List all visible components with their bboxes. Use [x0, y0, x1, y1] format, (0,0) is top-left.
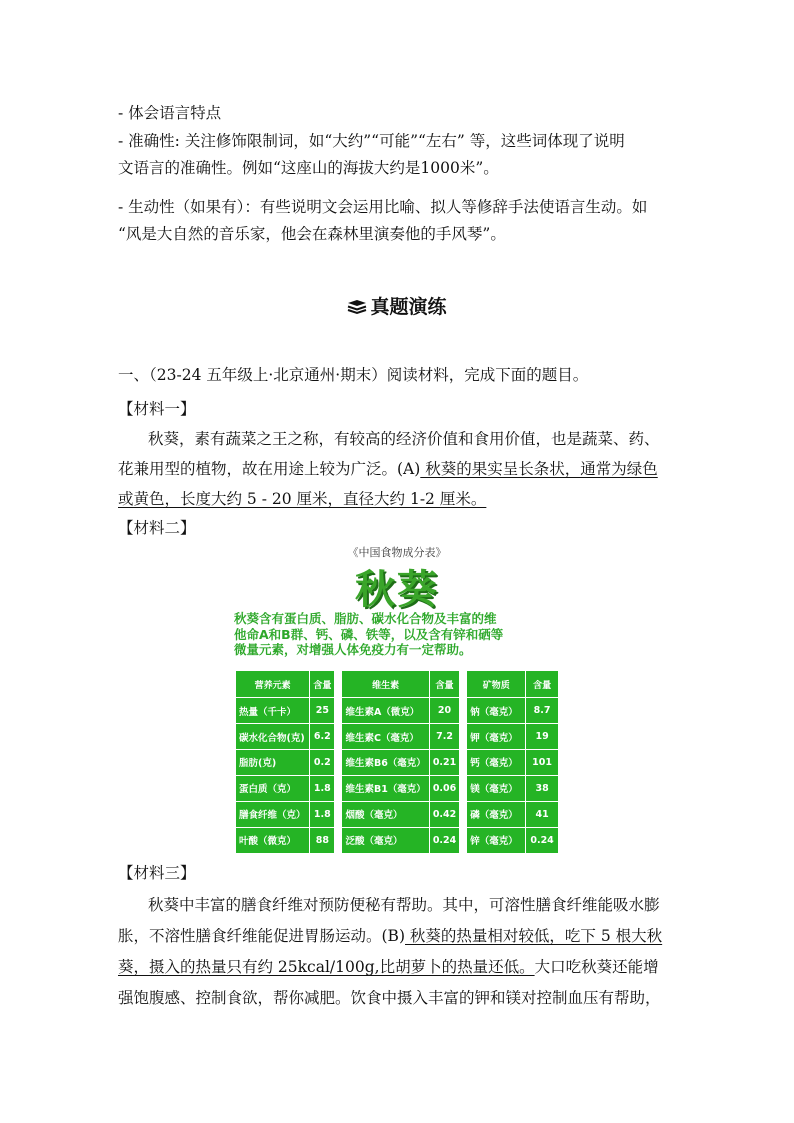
material3-line-3-text: 大口吃秋葵还能增: [534, 958, 659, 976]
table-cell: 脂肪(克): [236, 750, 309, 775]
intro-line-2: - 准确性: 关注修饰限制词，如“大约”“可能”“左右” 等，这些词体现了说明: [118, 132, 625, 150]
table-cell: 烟酸（毫克）: [342, 802, 428, 827]
material1-line-3: [118, 488, 486, 510]
table-cell: 钠（毫克）: [467, 698, 525, 723]
intro-line-3: 文语言的准确性。例如“这座山的海拔大约是1000米”。: [118, 159, 499, 177]
section-title-text: 真题演练: [370, 296, 447, 318]
material3-line-1: 秋葵中丰富的膳食纤维对预防便秘有帮助。其中，可溶性膳食纤维能吸水膨: [148, 896, 660, 914]
table-row: [342, 698, 459, 723]
table-cell: 88: [310, 828, 334, 853]
table-row: [236, 698, 334, 723]
table-row: [236, 750, 334, 775]
table-header-row: [236, 671, 334, 697]
infographic-description: [234, 611, 560, 658]
table-header-row: [342, 671, 459, 697]
material1-line-2-text: 花兼用型的植物，故在用途上较为广泛。(A): [118, 460, 421, 478]
infographic-desc-line: 他命A和B群、钙、磷、铁等，以及含有锌和硒等: [234, 626, 504, 642]
table-cell: 碳水化合物(克): [236, 724, 309, 749]
table-header: 含量: [526, 671, 558, 697]
table-cell: 7.2: [430, 724, 459, 749]
infographic-desc-line: 秋葵含有蛋白质、脂肪、碳水化合物及丰富的维: [234, 611, 497, 626]
infographic-source: 《中国食物成分表》: [347, 546, 447, 559]
table-cell: 镁（毫克）: [467, 776, 525, 801]
nutrition-tables: [235, 670, 559, 854]
underlined-sentence-a-cont: 或黄色，长度大约 5 - 20 厘米，直径大约 1-2 厘米。: [118, 490, 487, 508]
table-cell: 38: [526, 776, 558, 801]
table-row: [467, 750, 558, 775]
intro-line-1: - 体会语言特点: [118, 104, 222, 122]
books-icon: [347, 299, 367, 315]
table-cell: 钾（毫克）: [467, 724, 525, 749]
infographic-desc-line: 微量元素，对增强人体免疫力有一定帮助。: [234, 642, 472, 657]
table-cell: 6.2: [310, 724, 334, 749]
table-header: 维生素: [342, 671, 428, 697]
table-cell: 维生素B6（毫克）: [342, 750, 428, 775]
table-row: [342, 776, 459, 801]
table-cell: 1.8: [310, 802, 334, 827]
intro-line-4: - 生动性（如果有）：有些说明文会运用比喻、拟人等修辞手法使语言生动。如: [118, 198, 648, 216]
table-row: [467, 828, 558, 853]
table-row: [342, 802, 459, 827]
table-cell: 钙（毫克）: [467, 750, 525, 775]
table-header: 含量: [310, 671, 334, 697]
material3-line-2-text: 胀，不溶性膳食纤维能促进胃肠运动。(B): [118, 927, 405, 945]
table-cell: 叶酸（微克）: [236, 828, 309, 853]
table-cell: 热量（千卡）: [236, 698, 309, 723]
table-cell: 41: [526, 802, 558, 827]
table-row: [467, 776, 558, 801]
table-row: [342, 750, 459, 775]
underlined-sentence-a: 秋葵的果实呈长条状，通常为绿色: [420, 460, 658, 478]
nutrient-table: [235, 670, 335, 854]
table-cell: 20: [430, 698, 459, 723]
table-cell: 101: [526, 750, 558, 775]
table-header: 矿物质: [467, 671, 525, 697]
material1-label: 【材料一】: [118, 400, 196, 418]
underlined-sentence-b: 秋葵的热量相对较低，吃下 5 根大秋: [405, 927, 663, 945]
table-cell: 8.7: [526, 698, 558, 723]
infographic-title: 秋葵: [355, 567, 439, 613]
table-cell: 0.06: [430, 776, 459, 801]
table-row: [236, 828, 334, 853]
table-cell: 0.24: [526, 828, 558, 853]
table-cell: 锌（毫克）: [467, 828, 525, 853]
table-cell: 1.8: [310, 776, 334, 801]
table-cell: 0.42: [430, 802, 459, 827]
intro-line-5: “风是大自然的音乐家，他会在森林里演奏他的手风琴”。: [118, 225, 506, 243]
section-title: [0, 292, 794, 319]
table-cell: 0.2: [310, 750, 334, 775]
table-row: [342, 828, 459, 853]
table-cell: 0.21: [430, 750, 459, 775]
table-row: [467, 698, 558, 723]
table-header: 营养元素: [236, 671, 309, 697]
table-header-row: [467, 671, 558, 697]
table-cell: 0.24: [430, 828, 459, 853]
table-cell: 19: [526, 724, 558, 749]
table-row: [236, 724, 334, 749]
table-row: [342, 724, 459, 749]
table-row: [236, 802, 334, 827]
underlined-sentence-b-cont: 葵，摄入的热量只有约 25kcal/100g,比胡萝卜的热量还低。: [118, 958, 535, 976]
material3-line-4: 强饱腹感、控制食欲，帮你减肥。饮食中摄入丰富的钾和镁对控制血压有帮助，: [118, 989, 661, 1007]
material3-line-3: [118, 956, 659, 978]
material1-line-1: 秋葵，素有蔬菜之王之称，有较高的经济价值和食用价值，也是蔬菜、药、: [148, 430, 660, 448]
table-row: [236, 776, 334, 801]
table-cell: 维生素C（毫克）: [342, 724, 428, 749]
table-cell: 25: [310, 698, 334, 723]
vitamin-table: [341, 670, 460, 854]
table-header: 含量: [430, 671, 459, 697]
mineral-table: [466, 670, 559, 854]
table-cell: 维生素B1（毫克）: [342, 776, 428, 801]
material3-line-2: [118, 925, 662, 947]
table-row: [467, 802, 558, 827]
table-cell: 磷（毫克）: [467, 802, 525, 827]
question-heading: 一、（23-24 五年级上·北京通州·期末）阅读材料，完成下面的题目。: [118, 366, 589, 384]
table-cell: 蛋白质（克）: [236, 776, 309, 801]
table-cell: 膳食纤维（克）: [236, 802, 309, 827]
okra-nutrition-infographic: [232, 544, 562, 856]
material2-label: 【材料二】: [118, 519, 196, 537]
table-cell: 维生素A（微克）: [342, 698, 428, 723]
table-row: [467, 724, 558, 749]
table-cell: 泛酸（毫克）: [342, 828, 428, 853]
material3-label: 【材料三】: [118, 864, 196, 882]
material1-line-2: [118, 458, 658, 480]
